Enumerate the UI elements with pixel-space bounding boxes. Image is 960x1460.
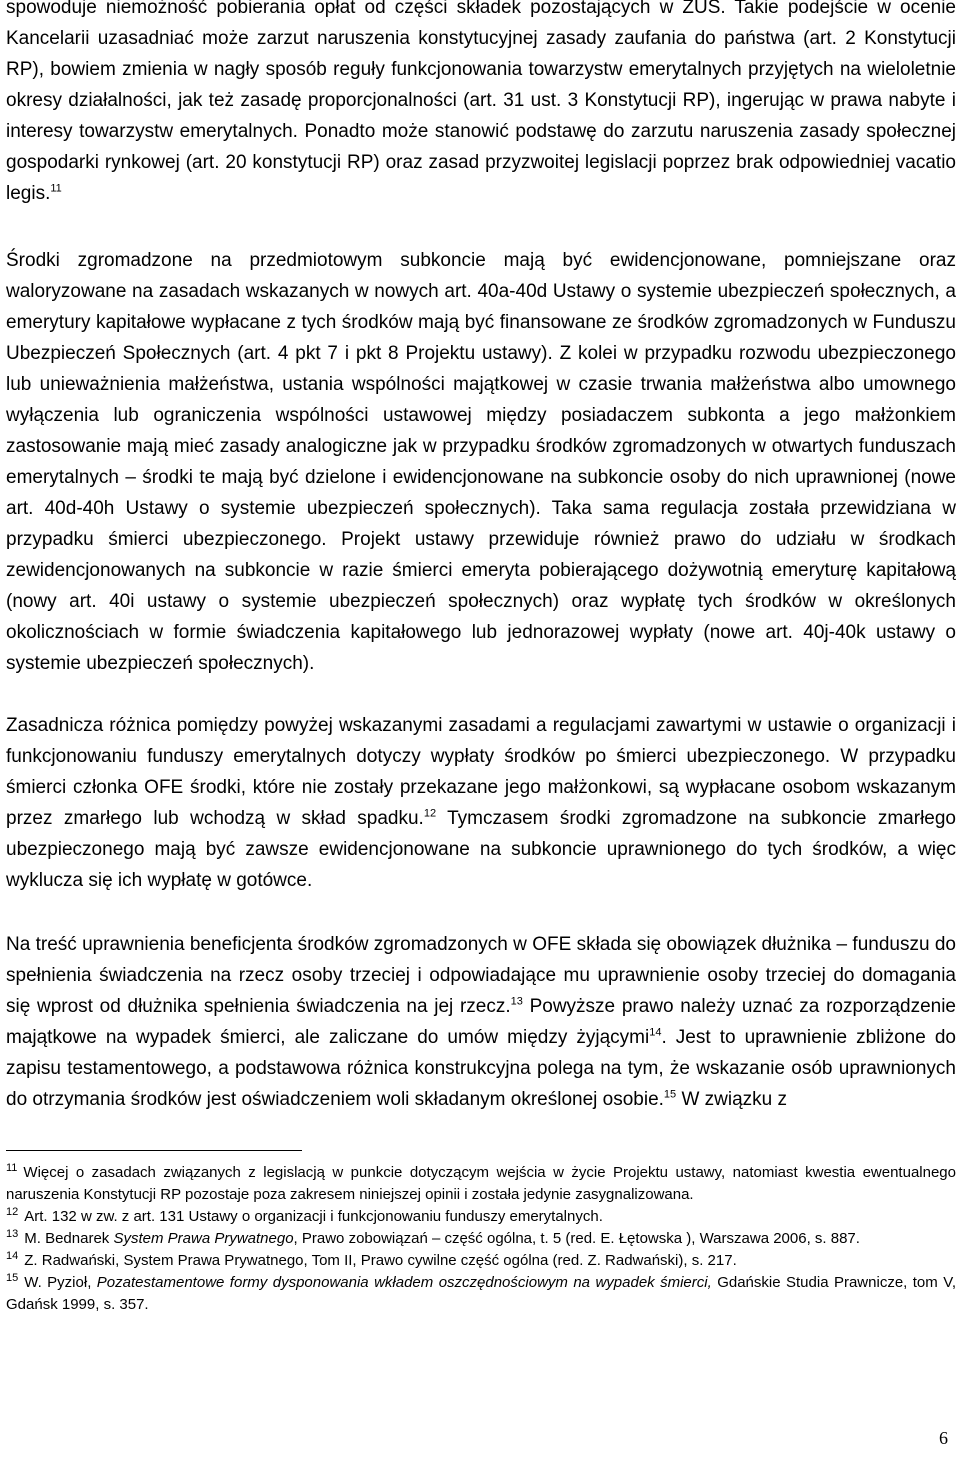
- footnote-text: Z. Radwański, System Prawa Prywatnego, Tom II, Prawo cywilne część ogólna (red. Z. Radwański), s. 217.: [24, 1252, 737, 1269]
- footnote-text: , Prawo zobowiązań – część ogólna, t. 5 (red. E. Łętowska ), Warszawa 2006, s. 887.: [293, 1230, 860, 1247]
- paragraph-text: W związku z: [676, 1089, 788, 1110]
- paragraph-text: Zasadnicza różnica pomiędzy powyżej wskazanymi zasadami a regulacjami zawartymi w ustawie o organizacji i funkcjonowaniu funduszy emerytalnych dotyczy wypłaty środków po śmierci ubezpieczonego. W przypadku śmierci członka OFE środki, które nie zostały przekazane jego małżonkowi, są wypłacane osobom wskazanym przez zmarłego lub wchodzą w skład spadku.: [6, 715, 956, 829]
- paragraph-text: Na treść uprawnienia beneficjenta środków zgromadzonych w OFE składa się obowiązek dłużnika – funduszu do spełnienia świadczenia na rzecz osoby trzeciej i odpowiadające mu uprawnienie osoby trzeciej do domagania się wprost od dłużnika spełnienia świadczenia na jej rzecz.: [6, 934, 956, 1017]
- footnote-ref-15: 15: [663, 1088, 677, 1101]
- footnote-number: 14: [6, 1250, 19, 1262]
- footnote-number: 13: [6, 1228, 19, 1240]
- footnote-ref-14: 14: [649, 1026, 662, 1039]
- paragraph-text: Tymczasem środki zgromadzone na subkoncie zmarłego ubezpieczonego mają być zawsze ewidencjonowane na subkoncie uprawnionego do tych środków, a więc wyklucza się ich wypłatę w gotówce.: [6, 808, 956, 891]
- footnote-15: [6, 1272, 956, 1316]
- footnote-ref-13: 13: [510, 995, 523, 1008]
- footnotes: [6, 1162, 956, 1316]
- footnote-title: System Prawa Prywatnego: [113, 1230, 294, 1247]
- paragraph-text: spowoduje niemożność pobierania opłat od części składek pozostających w ZUS. Takie podejście w ocenie Kancelarii uzasadniać może zarzut naruszenia konstytucyjnej zasady zaufania do państwa (art. 2 Konstytucji RP), bowiem zmienia w nagły sposób reguły funkcjonowania towarzystw emerytalnych przyjętych na wieloletnie okresy działalności, jak też zasadę proporcjonalności (art. 31 ust. 3 Konstytucji RP), ingerując w prawa nabyte i interesy towarzystw emerytalnych. Ponadto może stanowić podstawę do zarzutu naruszenia zasady społecznej gospodarki rynkowej (art. 20 konstytucji RP) oraz zasad przyzwoitej legislacji poprzez brak odpowiedniej vacatio legis.: [6, 0, 956, 204]
- footnote-title: Pozatestamentowe formy dysponowania wkładem oszczędnościowym na wypadek śmierci,: [96, 1274, 712, 1291]
- paragraph-3: [6, 710, 956, 896]
- paragraph-4: [6, 929, 956, 1115]
- footnote-ref-11: 11: [50, 182, 62, 195]
- paragraph-text: Powyższe prawo należy uznać za rozporządzenie majątkowe na wypadek śmierci, ale zaliczane do umów między żyjącymi: [6, 996, 956, 1048]
- footnote-text: Więcej o zasadach związanych z legislacją w punkcie dotyczącym wejścia w życie Projektu ustawy, natomiast kwestia ewentualnego naruszenia Konstytucji RP pozostaje poza zakresem niniejszej opinii i została jedynie zasygnalizowana.: [6, 1164, 956, 1203]
- page-number: 6: [939, 1428, 948, 1448]
- footnote-text: W. Pyzioł,: [24, 1274, 97, 1291]
- paragraph-2: [6, 245, 956, 679]
- footnote-text: M. Bednarek: [24, 1230, 114, 1247]
- document-page: [6, 0, 956, 1460]
- footnote-text: Gdańskie Studia Prawnicze, tom V, Gdańsk 1999, s. 357.: [6, 1274, 956, 1313]
- paragraph-1: [6, 0, 956, 209]
- footnote-number: 11: [6, 1162, 18, 1174]
- footnote-number: 15: [6, 1272, 19, 1284]
- footnote-text: Art. 132 w zw. z art. 131 Ustawy o organizacji i funkcjonowaniu funduszy emerytalnych.: [24, 1208, 603, 1225]
- footnote-13: [6, 1228, 956, 1250]
- footnote-number: 12: [6, 1206, 19, 1218]
- footnote-14: [6, 1250, 956, 1272]
- footnote-separator: [6, 1150, 302, 1151]
- paragraph-text: . Jest to uprawnienie zbliżone do zapisu testamentowego, a podstawowa różnica konstrukcyjna polega na tym, że wskazanie osób uprawnionych do otrzymania środków jest oświadczeniem woli składanym określonej osobie.: [6, 1027, 957, 1110]
- paragraph-text: Środki zgromadzone na przedmiotowym subkoncie mają być ewidencjonowane, pomniejszane oraz waloryzowane na zasadach wskazanych w nowych art. 40a-40d Ustawy o systemie ubezpieczeń społecznych, a emerytury kapitałowe wypłacane z tych środków mają być finansowane ze środków zgromadzonych w Funduszu Ubezpieczeń Społecznych (art. 4 pkt 7 i pkt 8 Projektu ustawy). Z kolei w przypadku rozwodu ubezpieczonego lub unieważnienia małżeństwa, ustania wspólności majątkowej w czasie trwania małżeństwa albo umownego wyłączenia lub ograniczenia wspólności ustawowej między posiadaczem subkonta a jego małżonkiem zastosowanie mają mieć zasady analogiczne jak w przypadku środków zgromadzonych w otwartych funduszach emerytalnych – środki te mają być dzielone i ewidencjonowane na subkoncie osoby do nich uprawnionej (nowe art. 40d-40h Ustawy o systemie ubezpieczeń społecznych). Taka sama regulacja została przewidziana w przypadku śmierci ubezpieczonego. Projekt ustawy przewiduje również prawo do udziału w środkach zewidencjonowanych na subkoncie w razie śmierci emeryta pobierającego dożywotnią emeryturę kapitałową (nowy art. 40i ustawy o systemie ubezpieczeń społecznych) oraz wypłatę tych środków w określonych okolicznościach w formie świadczenia kapitałowego lub jednorazowej wypłaty (nowe art. 40j-40k ustawy o systemie ubezpieczeń społecznych).: [6, 250, 956, 674]
- footnote-12: [6, 1206, 956, 1228]
- footnote-ref-12: 12: [423, 807, 437, 820]
- footnote-11: [6, 1162, 956, 1206]
